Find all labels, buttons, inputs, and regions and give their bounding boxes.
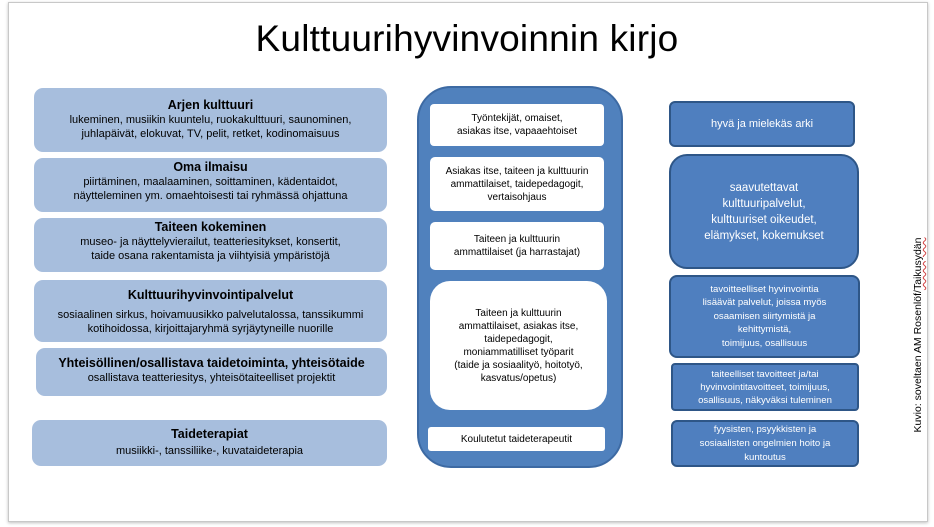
actors-box-multiprofessional (430, 281, 607, 410)
page-title: Kulttuurihyvinvoinnin kirjo (255, 18, 679, 59)
actors-box-therapists (428, 427, 605, 451)
goal-box-artistic-goals (671, 363, 859, 411)
box-text-line: Koulutetut taideterapeutit (460, 433, 573, 445)
box-text-line: museo- ja näyttelyvierailut, teatteriesitykset, konsertit, (80, 236, 341, 248)
box-text-line: ammattilaiset (ja harrastajat) (453, 247, 581, 258)
actors-box-art-professionals (430, 222, 604, 270)
box-text-line: taiteelliset tavoitteet ja/tai (711, 368, 819, 380)
box-heading: Taiteen kokeminen (154, 220, 267, 234)
box-text-line: Asiakas itse, taiteen ja kulttuurin (445, 165, 589, 177)
goal-box-everyday (669, 101, 855, 147)
box-text-line: tavoitteelliset hyvinvointia (710, 283, 819, 295)
figure-credit (912, 238, 924, 433)
box-text-line: piirtäminen, maalaaminen, soittaminen, kädentaidot, (83, 176, 338, 188)
box-text-line: lukeminen, musiikin kuuntelu, ruokakulttuuri, saunominen, (69, 114, 352, 126)
box-text-line: kulttuuriset oikeudet, (711, 213, 817, 226)
box-text-line: vertaisohjaus (487, 191, 547, 203)
goal-box-accessible-services (669, 154, 859, 269)
box-text-line: kuntoutus (744, 451, 786, 463)
box-text-line: sosiaalisten ongelmien hoito ja (699, 437, 831, 449)
box-yhteisollinen-taidetoiminta (36, 348, 387, 396)
box-taiteen-kokeminen (34, 218, 387, 272)
box-text-line: (taide ja sosiaalityö, hoitotyö, (454, 359, 583, 371)
box-text-line: kehittymistä, (737, 324, 792, 336)
box-text-line: näytteleminen ym. omaehtoisesti tai ryhmässä ohjattuna (73, 190, 348, 202)
goal-box-treatment (671, 420, 859, 467)
box-heading: Arjen kulttuuri (167, 98, 254, 112)
box-text-line: taidepedagogit, (484, 333, 553, 345)
box-text-line: saavutettavat (729, 181, 799, 194)
box-text-line: osallistava teatteriesitys, yhteisötaiteelliset projektit (87, 372, 336, 384)
box-text-line: osaamisen siirtymistä ja (713, 310, 816, 322)
box-text-line: fyysisten, psyykkisten ja (713, 423, 817, 435)
credit-text: Kuvio: soveltaen AM Rosenlöf/ (912, 290, 924, 433)
box-text-line: kasvatus/opetus) (480, 372, 557, 384)
box-text-line: sosiaalinen sirkus, hoivamuusikko palvelutalossa, tanssikummi (57, 309, 364, 321)
box-heading: Taideterapiat (171, 427, 248, 441)
box-heading: Yhteisöllinen/osallistava taidetoiminta, yhteisötaide (58, 356, 365, 370)
box-text-line: hyvä ja mielekäs arki (710, 118, 814, 130)
box-taideterapiat (32, 420, 387, 466)
box-text-line: asiakas itse, vapaaehtoiset (456, 126, 578, 137)
actors-box-client-professionals (430, 157, 604, 211)
box-text-line: Taiteen ja kulttuurin (473, 234, 561, 245)
box-text-line: ammattilaiset, taidepedagogit, (450, 178, 584, 190)
box-kulttuurihyvinvointipalvelut (34, 280, 387, 342)
box-text-line: toimijuus, osallisuus (721, 337, 808, 349)
box-oma-ilmaisu (34, 158, 387, 212)
actors-box-workers (430, 104, 604, 146)
box-text-line: Työntekijät, omaiset, (471, 113, 563, 124)
box-text-line: kotihoidossa, kirjoittajaryhmä syrjäytyneille nuorille (87, 323, 334, 335)
box-text-line: kulttuuripalvelut, (722, 197, 806, 210)
box-heading: Kulttuurihyvinvointipalvelut (127, 288, 294, 302)
box-text-line: taide osana rakentamista ja viihtyisiä ympäristöjä (91, 250, 330, 262)
box-text-line: juhlapäivät, elokuvat, TV, pelit, retket, kodinomaisuus (81, 128, 340, 140)
goal-box-wellbeing-services (669, 275, 860, 358)
box-text-line: osallisuus, näkyväksi tuleminen (698, 394, 832, 406)
box-text-line: ammattilaiset, asiakas itse, (458, 320, 579, 332)
box-arjen-kulttuuri (34, 88, 387, 152)
box-text-line: musiikki-, tanssiliike-, kuvataideterapia (115, 445, 304, 457)
box-text-line: moniammatilliset työparit (463, 346, 574, 358)
credit-source: Taikusydän (912, 237, 924, 291)
box-text-line: lisäävät palvelut, joissa myös (702, 297, 827, 309)
box-text-line: Taiteen ja kulttuurin (475, 307, 562, 319)
box-heading: Oma ilmaisu (173, 160, 248, 174)
box-text-line: hyvinvointitavoitteet, toimijuus, (700, 381, 830, 393)
box-text-line: elämykset, kokemukset (704, 229, 824, 242)
